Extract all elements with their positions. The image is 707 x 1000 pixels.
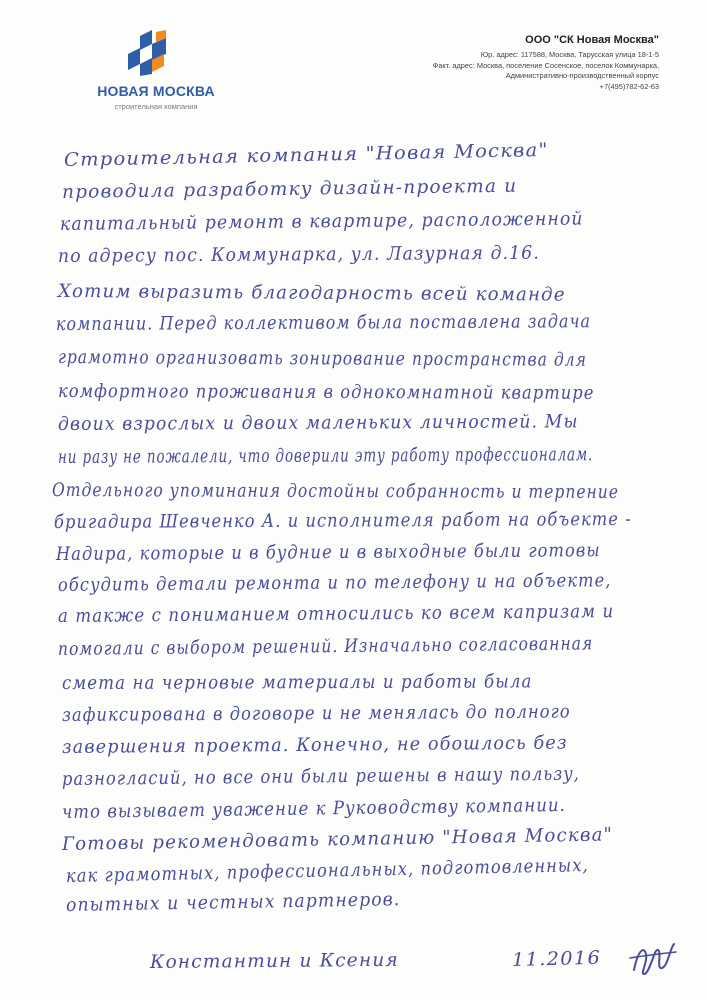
letter-line: что вызывает уважение к Руководству компании. [61, 794, 567, 823]
letter-line: компании. Перед коллективом была поставлена задача [55, 311, 592, 335]
signature-names: Константин и Ксения [149, 949, 399, 973]
letter-line: Хотим выразить благодарность всей команде [57, 281, 566, 306]
letter-line: обсудить детали ремонта и по телефону и на объекте, [57, 570, 612, 596]
letter-line: бригадира Шевченко А. и исполнителя работ на объекте - [53, 508, 632, 533]
letter-line: Строительная компания "Новая Москва" [63, 139, 549, 171]
letter-line: а также с пониманием относились ко всем капризам и [57, 601, 615, 627]
letter-line: разногласий, но все они были решены в нашу пользу, [61, 763, 581, 790]
logo-subtitle: строительная компания [114, 102, 198, 111]
letter-line: опытных и честных партнеров. [65, 889, 401, 916]
actual-address: Факт. адрес: Москва, поселение Сосенское, поселок Коммунарка, [432, 60, 659, 70]
company-name: ООО "СК Новая Москва" [525, 34, 659, 46]
letter-line: Готовы рекомендовать компанию "Новая Москва" [61, 824, 614, 855]
legal-address: Юр. адрес: 117588, Москва, Тарусская улица 18-1-5 [480, 50, 659, 59]
building-address: Административно-производственный корпус [505, 71, 659, 80]
letter-line: по адресу пос. Коммунарка, ул. Лазурная д.16. [57, 242, 540, 267]
letter-line: двоих взрослых и двоих маленьких личностей. Мы [57, 411, 579, 435]
letter-line: зафиксирована в договоре и не менялась до полного [61, 701, 571, 726]
letter-line: Надира, которые и в будние и в выходные были готовы [55, 540, 601, 565]
letter-line: завершения проекта. Конечно, не обошлось без [61, 732, 568, 758]
letter-line: как грамотных, профессиональных, подготовленных, [65, 855, 589, 887]
letter-line: смета на черновые материалы и работы была [61, 671, 533, 694]
letter-line: комфортного проживания в однокомнатной квартире [57, 381, 595, 404]
handwritten-signature [628, 940, 680, 980]
letter-date: 11.2016 [511, 947, 602, 971]
logo-name: НОВАЯ МОСКВА [97, 83, 215, 99]
letter-line: ни разу не пожалели, что доверили эту работу профессионалам. [57, 444, 594, 468]
company-phone: +7(495)782-62-63 [599, 81, 659, 91]
letter-line: грамотно организовать зонирование пространства для [57, 347, 587, 371]
letter-line: капитальный ремонт в квартире, расположенной [59, 208, 584, 235]
letter-line: проводила разработку дизайн-проекта и [61, 175, 518, 203]
letter-line: помогали с выбором решений. Изначально согласованная [57, 633, 594, 660]
letter-line: Отдельного упоминания достойны собранность и терпение [51, 480, 620, 503]
